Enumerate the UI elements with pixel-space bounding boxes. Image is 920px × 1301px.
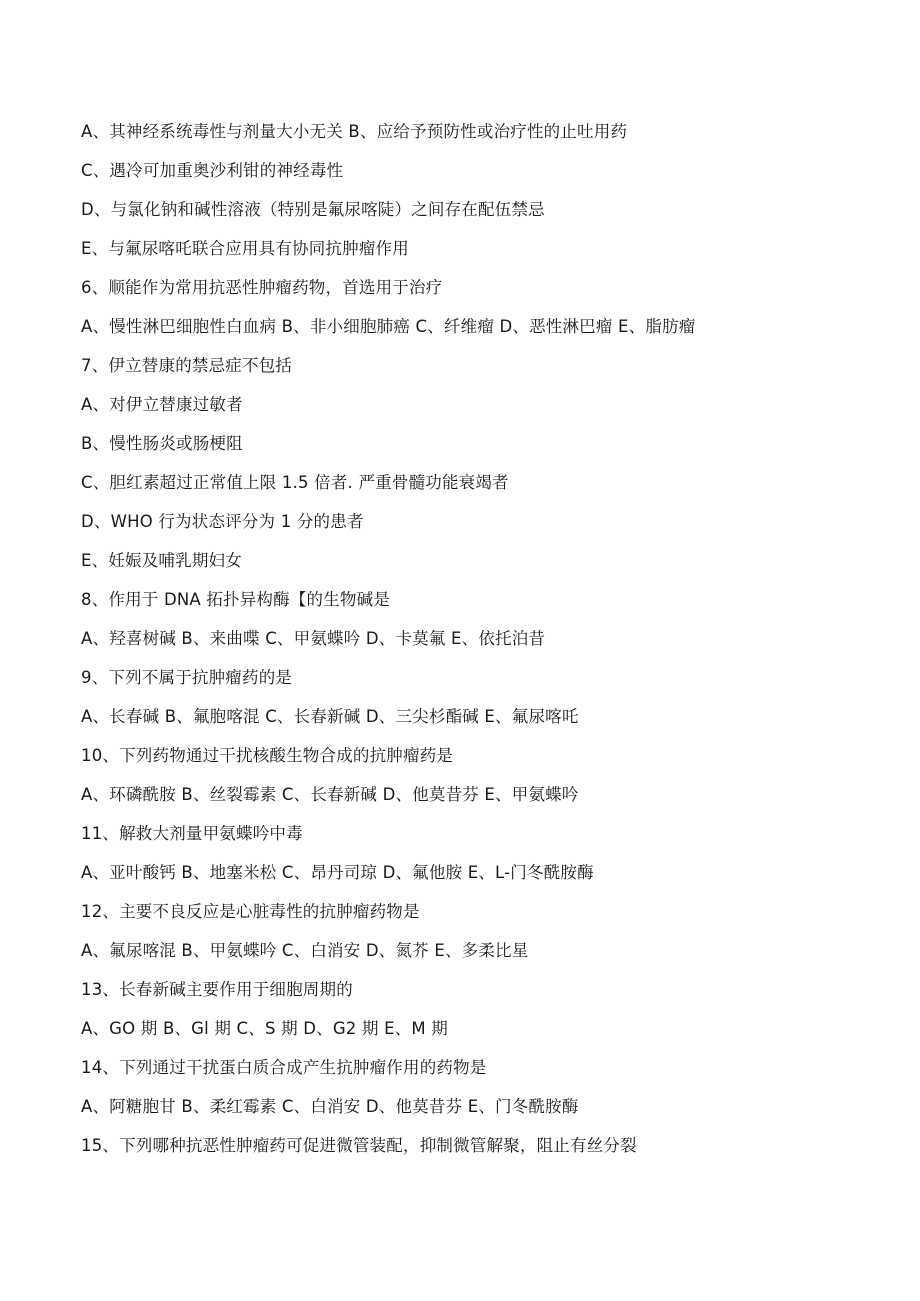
question-line: 12、主要不良反应是心脏毒性的抗肿瘤药物是	[81, 902, 420, 921]
text-line: D、与氯化钠和碱性溶液（特别是氟尿喀陡）之间存在配伍禁忌	[81, 200, 545, 219]
options-line: A、环磷酰胺 B、丝裂霉素 C、长春新碱 D、他莫昔芬 E、甲氨蝶吟	[81, 785, 579, 804]
options-line: A、亚叶酸钙 B、地塞米松 C、昂丹司琼 D、氟他胺 E、L-门冬酰胺酶	[81, 863, 594, 882]
question-line: 8、作用于 DNA 拓扑异构酶【的生物碱是	[81, 590, 391, 609]
question-line: 6、顺能作为常用抗恶性肿瘤药物，首选用于治疗	[81, 278, 443, 297]
question-line: 7、伊立替康的禁忌症不包括	[81, 356, 293, 375]
question-line: 10、下列药物通过干扰核酸生物合成的抗肿瘤药是	[81, 746, 454, 765]
question-line: 9、下列不属于抗肿瘤药的是	[81, 668, 293, 687]
question-line: 13、长春新碱主要作用于细胞周期的	[81, 980, 353, 999]
option-line: A、对伊立替康过敏者	[81, 395, 243, 414]
options-line: A、GO 期 B、Gl 期 C、S 期 D、G2 期 E、M 期	[81, 1019, 448, 1038]
options-line: A、羟喜树碱 B、来曲喋 C、甲氨蝶吟 D、卡莫氟 E、依托泊昔	[81, 629, 546, 648]
option-line: D、WHO 行为状态评分为 1 分的患者	[81, 512, 364, 531]
question-line: 14、下列通过干扰蛋白质合成产生抗肿瘤作用的药物是	[81, 1058, 487, 1077]
text-line: C、遇冷可加重奥沙利钳的神经毒性	[81, 161, 344, 180]
option-line: C、胆红素超过正常值上限 1.5 倍者. 严重骨髓功能衰竭者	[81, 473, 509, 492]
question-line: 15、下列哪种抗恶性肿瘤药可促进微管装配，抑制微管解聚，阻止有丝分裂	[81, 1136, 637, 1155]
text-line: E、与氟尿喀吒联合应用具有协同抗肿瘤作用	[81, 239, 409, 258]
options-line: A、长春碱 B、氟胞喀混 C、长春新碱 D、三尖杉酯碱 E、氟尿喀吒	[81, 707, 579, 726]
option-line: B、慢性肠炎或肠梗阻	[81, 434, 243, 453]
option-line: E、妊娠及哺乳期妇女	[81, 551, 242, 570]
question-line: 11、解救大剂量甲氨蝶吟中毒	[81, 824, 303, 843]
text-line: A、其神经系统毒性与剂量大小无关 B、应给予预防性或治疗性的止吐用药	[81, 122, 628, 141]
options-line: A、慢性淋巴细胞性白血病 B、非小细胞肺癌 C、纤维瘤 D、恶性淋巴瘤 E、脂肪瘤	[81, 317, 696, 336]
options-line: A、氟尿喀混 B、甲氨蝶吟 C、白消安 D、氮芥 E、多柔比星	[81, 941, 529, 960]
options-line: A、阿糖胞甘 B、柔红霉素 C、白消安 D、他莫昔芬 E、门冬酰胺酶	[81, 1097, 579, 1116]
question-list	[81, 117, 881, 1170]
